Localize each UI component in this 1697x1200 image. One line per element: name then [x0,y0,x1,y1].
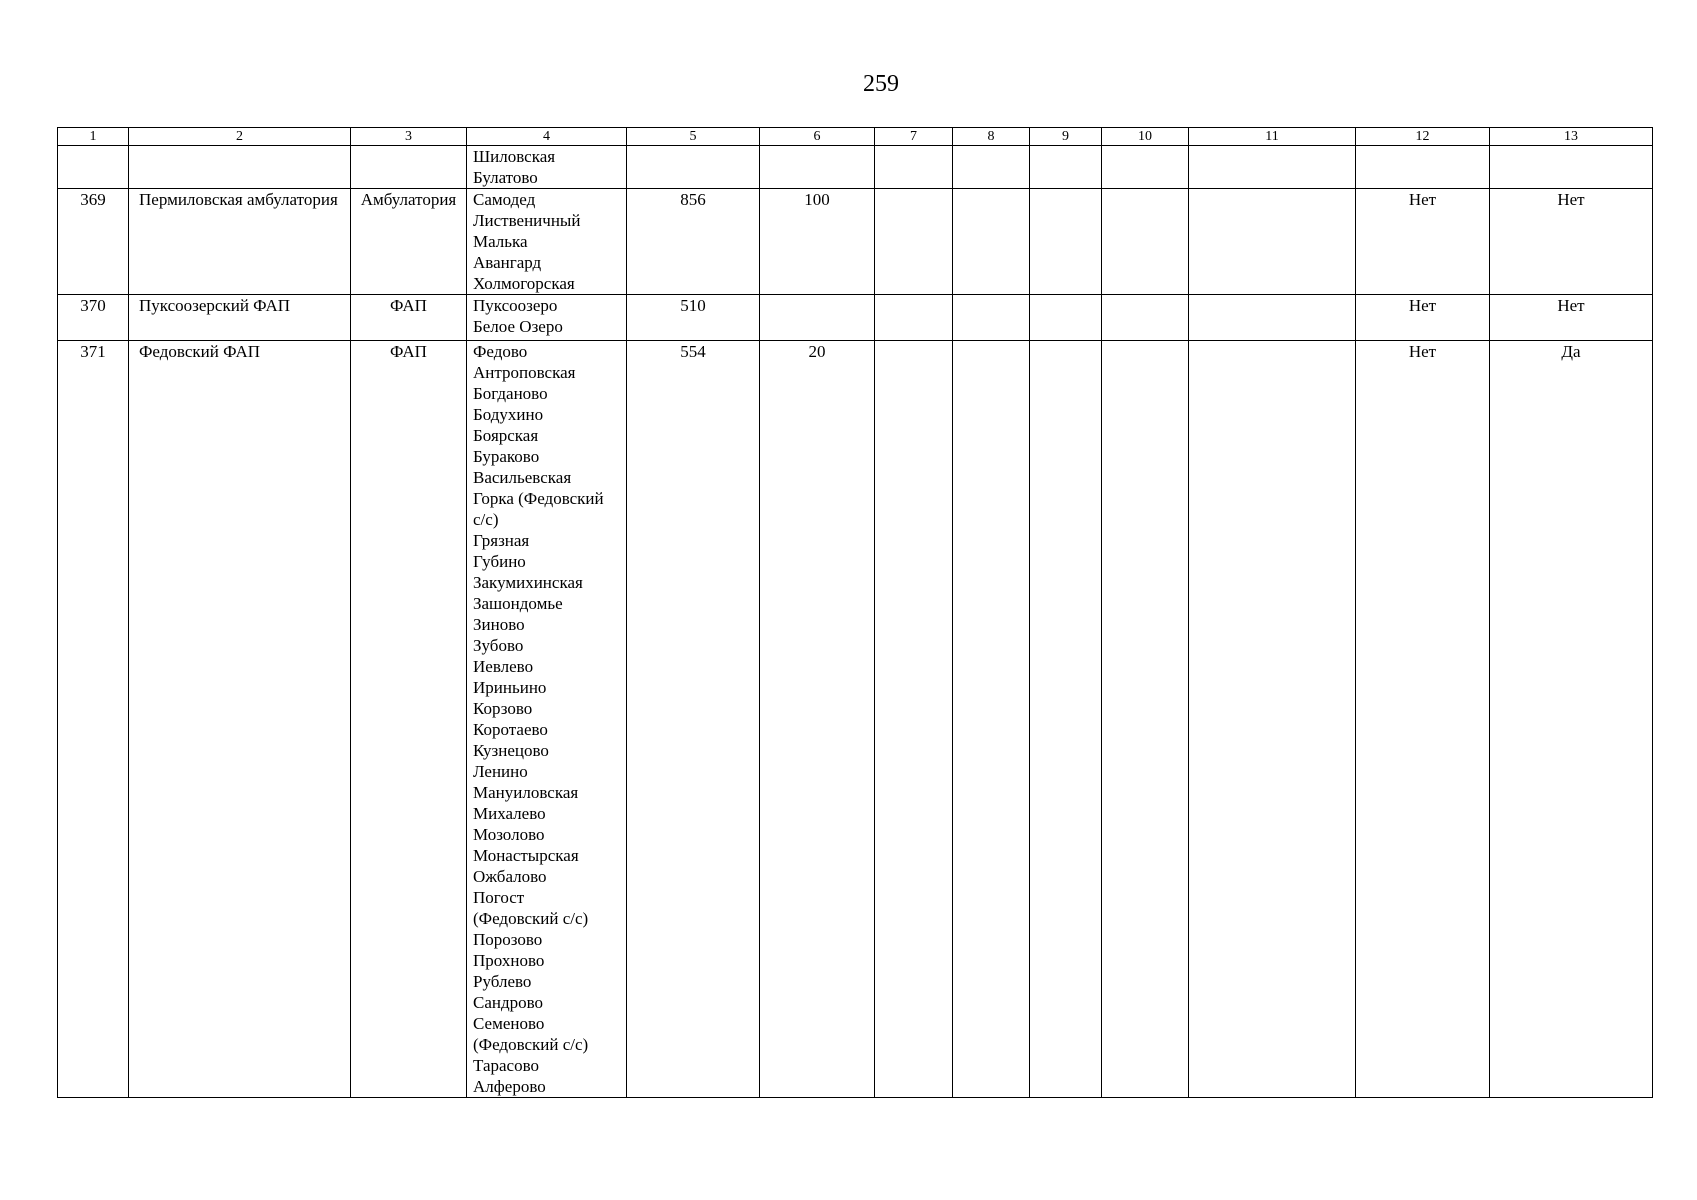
settlements-cell [467,341,627,1098]
settlement-name: Горка (Федовский [473,489,604,508]
row-number-cell [58,146,129,189]
column-header-4: 4 [467,128,627,146]
column-11-cell [1189,146,1356,189]
population-cell: 510 [627,295,760,341]
column-9-cell [1030,341,1102,1098]
table-row [58,146,1653,189]
column-header-12: 12 [1356,128,1490,146]
facility-type-cell [351,146,467,189]
settlement-name: Алферово [473,1077,546,1096]
column-header-5: 5 [627,128,760,146]
table-row [58,189,1653,295]
column-header-3: 3 [351,128,467,146]
settlement-name: Авангард [473,253,542,272]
facility-type-cell: Амбулатория [351,189,467,295]
column-9-cell [1030,295,1102,341]
row-number-cell: 369 [58,189,129,295]
column-11-cell [1189,341,1356,1098]
facility-name-cell: Пуксоозерский ФАП [129,295,351,341]
row-number-cell: 370 [58,295,129,341]
table-row [58,341,1653,1098]
column-12-cell: Нет [1356,295,1490,341]
settlement-name: Семеново [473,1014,545,1033]
settlement-name: Погост [473,888,525,907]
column-8-cell [953,146,1030,189]
column-header-6: 6 [760,128,875,146]
distance-cell [760,146,875,189]
settlement-name: Боярская [473,426,539,445]
column-11-cell [1189,295,1356,341]
settlement-name: Мануиловская [473,783,579,802]
distance-cell: 100 [760,189,875,295]
facility-name-cell: Пермиловская амбулатория [129,189,351,295]
settlement-name: (Федовский с/с) [473,909,589,928]
column-13-cell [1490,146,1653,189]
column-header-9: 9 [1030,128,1102,146]
header-row [58,128,1653,146]
settlement-name: Бураково [473,447,540,466]
column-header-8: 8 [953,128,1030,146]
column-8-cell [953,189,1030,295]
column-10-cell [1102,146,1189,189]
column-9-cell [1030,189,1102,295]
facilities-table [57,127,1653,1098]
settlement-name: Закумихинская [473,573,583,592]
column-8-cell [953,295,1030,341]
settlement-name: Коротаево [473,720,548,739]
settlement-name: Пуксоозеро [473,296,558,315]
column-12-cell [1356,146,1490,189]
column-header-7: 7 [875,128,953,146]
settlement-name: Бодухино [473,405,544,424]
column-11-cell [1189,189,1356,295]
settlements-cell [467,189,627,295]
settlement-name: Белое Озеро [473,317,563,336]
settlement-name: Рублево [473,972,532,991]
column-12-cell: Нет [1356,189,1490,295]
population-cell: 856 [627,189,760,295]
settlement-name: Зашондомье [473,594,563,613]
settlement-name: Прохново [473,951,545,970]
settlement-name: Ириньино [473,678,547,697]
column-13-cell: Нет [1490,189,1653,295]
column-10-cell [1102,189,1189,295]
row-number-cell: 371 [58,341,129,1098]
settlement-name: Кузнецово [473,741,549,760]
table-row [58,295,1653,341]
settlement-name: Зубово [473,636,524,655]
settlement-name: Грязная [473,531,530,550]
settlement-name: Порозово [473,930,543,949]
column-9-cell [1030,146,1102,189]
distance-cell [760,295,875,341]
facility-name-cell [129,146,351,189]
settlement-name: Самодед [473,190,536,209]
facility-name-cell: Федовский ФАП [129,341,351,1098]
settlements-cell [467,146,627,189]
column-12-cell: Нет [1356,341,1490,1098]
settlement-name: Малька [473,232,528,251]
settlement-name: (Федовский с/с) [473,1035,589,1054]
settlement-name: Лиственичный [473,211,581,230]
settlement-name: Сандрово [473,993,544,1012]
settlement-name: Васильевская [473,468,572,487]
column-10-cell [1102,341,1189,1098]
column-header-2: 2 [129,128,351,146]
page-number: 259 [863,71,899,97]
facility-type-cell: ФАП [351,341,467,1098]
settlement-name: Булатово [473,168,538,187]
column-7-cell [875,341,953,1098]
settlement-name: Антроповская [473,363,576,382]
settlement-name: Зиново [473,615,525,634]
facility-type-cell: ФАП [351,295,467,341]
settlement-name: Ленино [473,762,528,781]
settlement-name: Богданово [473,384,548,403]
distance-cell: 20 [760,341,875,1098]
settlement-name: Холмогорская [473,274,575,293]
column-7-cell [875,146,953,189]
settlement-name: Федово [473,342,528,361]
column-header-11: 11 [1189,128,1356,146]
column-header-13: 13 [1490,128,1653,146]
settlement-name: Михалево [473,804,546,823]
settlement-name: Корзово [473,699,533,718]
settlement-name: Губино [473,552,526,571]
column-8-cell [953,341,1030,1098]
population-cell [627,146,760,189]
settlement-name: Ожбалово [473,867,547,886]
settlements-cell [467,295,627,341]
settlement-name: Мозолово [473,825,545,844]
population-cell: 554 [627,341,760,1098]
column-7-cell [875,295,953,341]
column-13-cell: Да [1490,341,1653,1098]
column-10-cell [1102,295,1189,341]
settlement-name: Тарасово [473,1056,540,1075]
settlement-name: Монастырская [473,846,579,865]
column-13-cell: Нет [1490,295,1653,341]
column-header-1: 1 [58,128,129,146]
column-7-cell [875,189,953,295]
settlement-name: с/с) [473,510,499,529]
column-header-10: 10 [1102,128,1189,146]
settlement-name: Шиловская [473,147,556,166]
settlement-name: Иевлево [473,657,534,676]
